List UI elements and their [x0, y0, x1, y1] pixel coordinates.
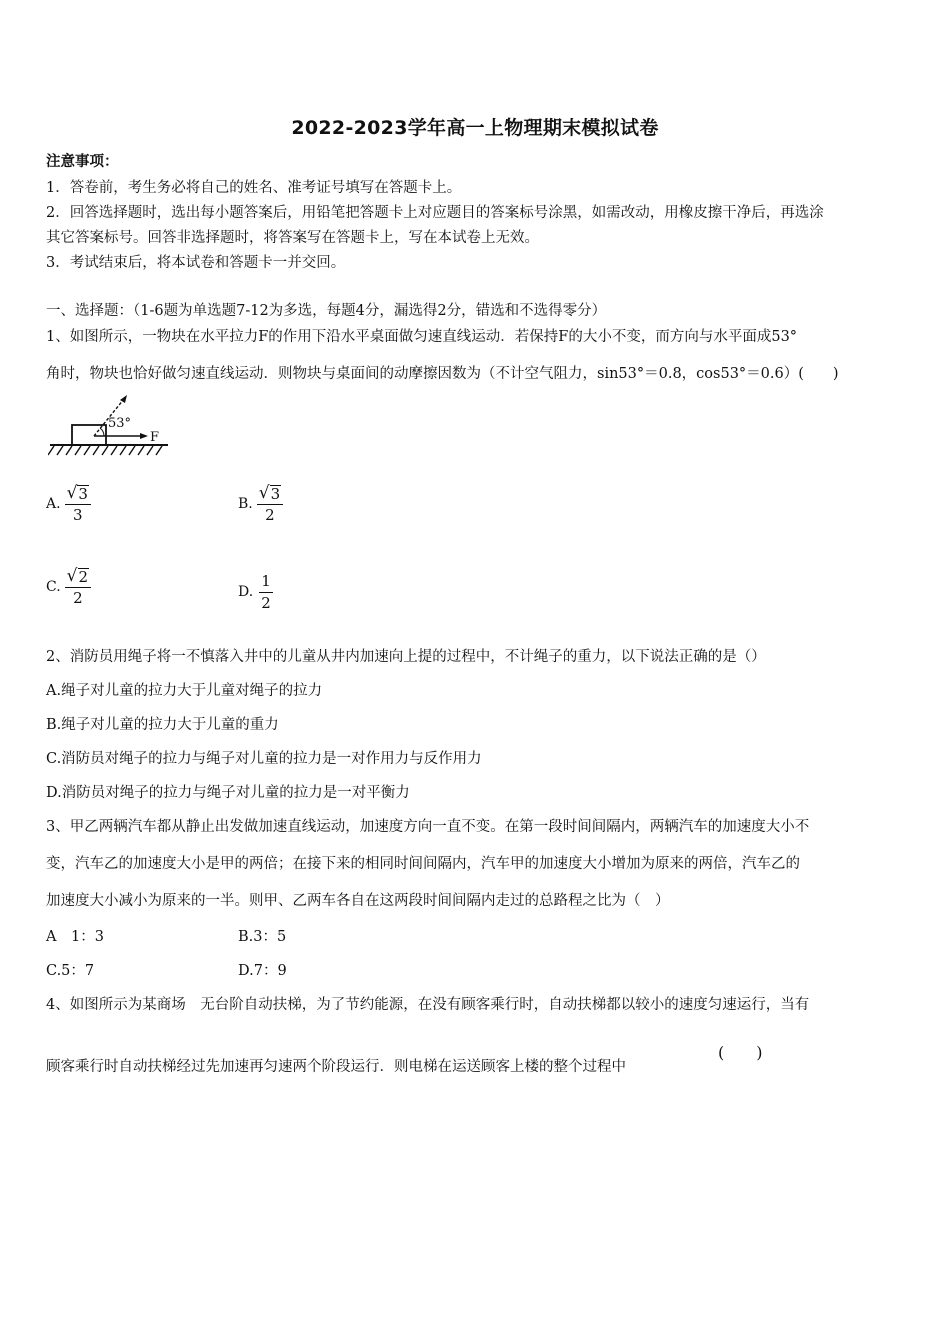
notice-heading: 注意事项： — [46, 153, 119, 170]
q2-option-b[interactable]: B.绳子对儿童的拉力大于儿童的重力 — [46, 717, 279, 733]
numerator: 1 — [261, 572, 271, 590]
q1-stem-line1: 1、如图所示，一物块在水平拉力F的作用下沿水平桌面做匀速直线运动．若保持F的大小不变，而方向与水平面成53° — [46, 329, 798, 345]
q3-option-a[interactable]: A 1：3 — [46, 929, 104, 945]
q1-force-label: F — [150, 430, 160, 445]
q1-option-a[interactable] — [46, 484, 91, 524]
denominator: 2 — [265, 506, 275, 524]
q2-option-d[interactable]: D.消防员对绳子的拉力与绳子对儿童的拉力是一对平衡力 — [46, 785, 410, 801]
q3-option-c[interactable]: C.5：7 — [46, 963, 95, 979]
sqrt-numerator: √ 3 — [66, 483, 88, 503]
page-title: 2022-2023学年高一上物理期末模拟试卷 — [291, 117, 659, 139]
fraction — [65, 567, 91, 607]
q2-stem: 2、消防员用绳子将一不慎落入井中的儿童从井内加速向上提的过程中，不计绳子的重力，以下说法正确的是（） — [46, 649, 766, 665]
denominator: 2 — [73, 589, 83, 607]
q4-stem-line1: 4、如图所示为某商场 无台阶自动扶梯，为了节约能源，在没有顾客乘行时，自动扶梯都以较小的速度匀速运行，当有 — [46, 997, 810, 1013]
fraction — [259, 572, 273, 612]
q2-option-c[interactable]: C.消防员对绳子的拉力与绳子对儿童的拉力是一对作用力与反作用力 — [46, 751, 482, 767]
notice-item: 3．考试结束后，将本试卷和答题卡一并交回。 — [46, 255, 346, 271]
q4-answer-paren: ( ) — [718, 1043, 763, 1062]
sqrt-numerator: √ 3 — [258, 483, 281, 503]
notice-item: 1．答卷前，考生务必将自己的姓名、准考证号填写在答题卡上。 — [46, 180, 462, 196]
option-letter: C. — [46, 579, 61, 595]
sqrt-numerator: √ 2 — [66, 566, 89, 586]
q1-option-b[interactable] — [238, 484, 283, 524]
denominator: 2 — [261, 594, 271, 612]
option-letter: D. — [238, 584, 254, 600]
q3-stem-line1: 3、甲乙两辆汽车都从静止出发做加速直线运动，加速度方向一直不变。在第一段时间间隔内，两辆汽车的加速度大小不 — [46, 819, 810, 835]
q3-option-b[interactable]: B.3：5 — [238, 929, 287, 945]
fraction — [257, 484, 283, 524]
q1-angle-label: 53° — [108, 416, 132, 431]
option-letter: A. — [46, 496, 61, 512]
q3-option-d[interactable]: D.7：9 — [238, 963, 287, 979]
option-letter: B. — [238, 496, 253, 512]
q1-block-figure — [48, 393, 172, 465]
q3-stem-line3: 加速度大小减小为原来的一半。则甲、乙两车各自在这两段时间间隔内走过的总路程之比为（ ） — [46, 893, 670, 909]
denominator: 3 — [72, 506, 83, 524]
q1-stem-line2: 角时，物块也恰好做匀速直线运动．则物块与桌面间的动摩擦因数为（不计空气阻力，sin53°＝0.8，cos53°＝0.6）( ) — [46, 366, 839, 382]
notice-item: 其它答案标号。回答非选择题时，将答案写在答题卡上，写在本试卷上无效。 — [46, 230, 539, 246]
q3-stem-line2: 变，汽车乙的加速度大小是甲的两倍；在接下来的相同时间间隔内，汽车甲的加速度大小增加为原来的两倍，汽车乙的 — [46, 856, 800, 872]
fraction — [65, 484, 91, 524]
q4-stem-line2: 顾客乘行时自动扶梯经过先加速再匀速两个阶段运行．则电梯在运送顾客上楼的整个过程中 — [46, 1059, 626, 1075]
section-heading: 一、选择题：（1-6题为单选题7-12为多选，每题4分，漏选得2分，错选和不选得零分） — [46, 303, 607, 319]
notice-item: 2．回答选择题时，选出每小题答案后，用铅笔把答题卡上对应题目的答案标号涂黑，如需改动，用橡皮擦干净后，再选涂 — [46, 205, 824, 221]
q2-option-a[interactable]: A.绳子对儿童的拉力大于儿童对绳子的拉力 — [46, 683, 323, 699]
q1-option-d[interactable] — [238, 572, 273, 612]
q1-option-c[interactable] — [46, 567, 91, 607]
